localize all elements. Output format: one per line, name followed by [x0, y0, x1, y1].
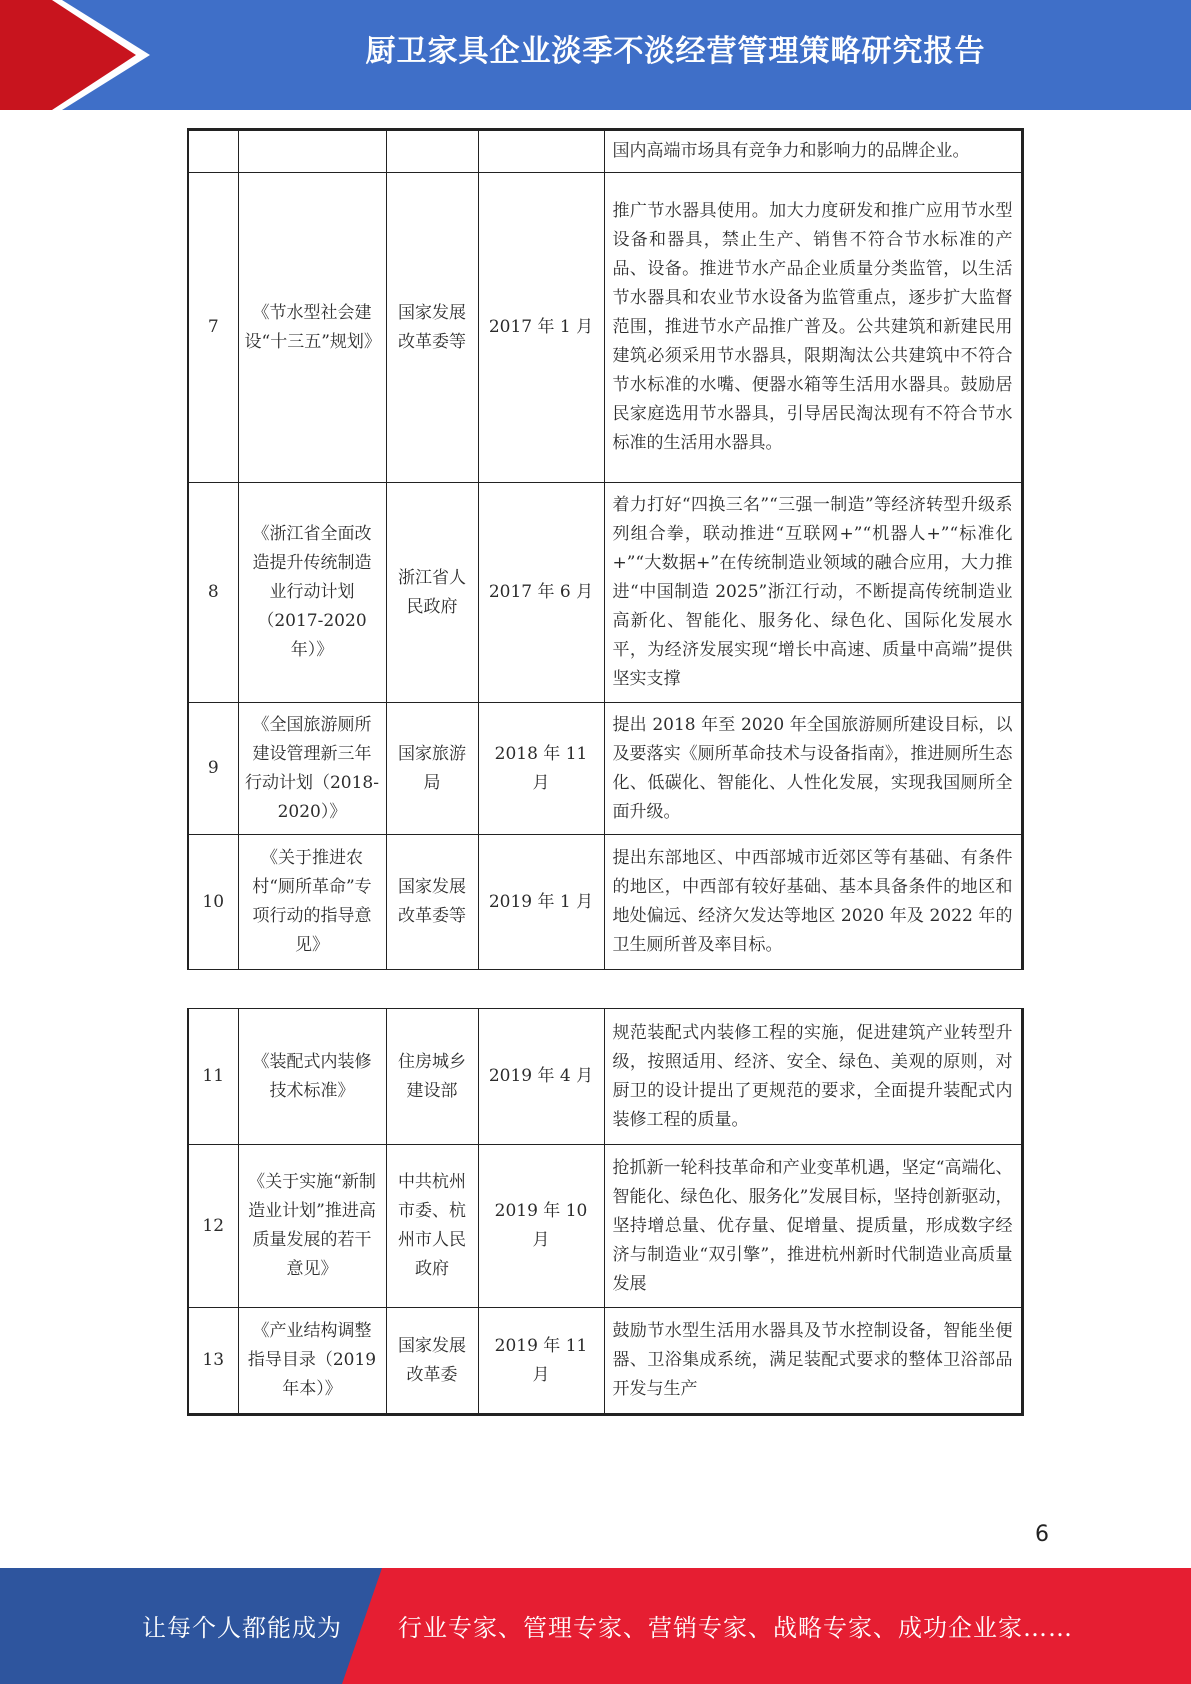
header-red-chevron: [0, 0, 150, 110]
policy-title: 《浙江省全面改造提升传统制造业行动计划（2017-2020 年）》: [238, 483, 386, 703]
row-number: 9: [188, 703, 238, 835]
row-number: 11: [188, 1009, 238, 1145]
row-number: [188, 130, 238, 173]
table-row: [188, 1009, 1022, 1145]
issuing-department: 国家发展改革委等: [386, 173, 478, 483]
issue-date: 2019 年 10 月: [478, 1145, 604, 1308]
issue-date: 2019 年 1 月: [478, 835, 604, 970]
policy-title: 《产业结构调整指导目录（2019 年本）》: [238, 1308, 386, 1415]
policy-title: 《全国旅游厕所建设管理新三年行动计划（2018-2020）》: [238, 703, 386, 835]
page-header: [0, 0, 1191, 110]
table-row: [188, 173, 1022, 483]
policy-title: [238, 130, 386, 173]
footer-slogan-right: 行业专家、管理专家、营销专家、战略专家、成功企业家……: [398, 1614, 1073, 1642]
policy-table-part-2: [187, 1008, 1024, 1416]
table-row: [188, 1308, 1022, 1415]
policy-title: 《关于实施“新制造业计划”推进高质量发展的若干意见》: [238, 1145, 386, 1308]
issue-date: 2017 年 6 月: [478, 483, 604, 703]
issue-date: 2018 年 11 月: [478, 703, 604, 835]
policy-title: 《关于推进农村“厕所革命”专项行动的指导意见》: [238, 835, 386, 970]
page-number: 6: [1035, 1522, 1049, 1547]
table-row: [188, 483, 1022, 703]
issuing-department: 中共杭州市委、杭州市人民政府: [386, 1145, 478, 1308]
policy-table-part-1: [187, 128, 1024, 970]
issuing-department: 国家发展改革委: [386, 1308, 478, 1415]
issue-date: [478, 130, 604, 173]
issue-date: 2017 年 1 月: [478, 173, 604, 483]
policy-description: 国内高端市场具有竞争力和影响力的品牌企业。: [604, 130, 1022, 173]
issue-date: 2019 年 4 月: [478, 1009, 604, 1145]
issue-date: 2019 年 11 月: [478, 1308, 604, 1415]
table-row: [188, 130, 1022, 173]
policy-description: 提出东部地区、中西部城市近郊区等有基础、有条件的地区，中西部有较好基础、基本具备条件的地区和地处偏远、经济欠发达等地区 2020 年及 2022 年的卫生厕所普及率目标。: [604, 835, 1022, 970]
report-title: 厨卫家具企业淡季不淡经营管理策略研究报告: [365, 34, 986, 69]
policy-description: 规范装配式内装修工程的实施，促进建筑产业转型升级，按照适用、经济、安全、绿色、美观的原则，对厨卫的设计提出了更规范的要求，全面提升装配式内装修工程的质量。: [604, 1009, 1022, 1145]
policy-title: 《节水型社会建设“十三五”规划》: [238, 173, 386, 483]
row-number: 12: [188, 1145, 238, 1308]
page-footer: [0, 1568, 1191, 1684]
row-number: 10: [188, 835, 238, 970]
issuing-department: 浙江省人民政府: [386, 483, 478, 703]
policy-description: 提出 2018 年至 2020 年全国旅游厕所建设目标，以及要落实《厕所革命技术与设备指南》，推进厕所生态化、低碳化、智能化、人性化发展，实现我国厕所全面升级。: [604, 703, 1022, 835]
table-row: [188, 703, 1022, 835]
issuing-department: [386, 130, 478, 173]
policy-description: 抢抓新一轮科技革命和产业变革机遇，坚定“高端化、智能化、绿色化、服务化”发展目标，坚持创新驱动，坚持增总量、优存量、促增量、提质量，形成数字经济与制造业“双引擎”，推进杭州新时代制造业高质量发展: [604, 1145, 1022, 1308]
table-row: [188, 835, 1022, 970]
issuing-department: 住房城乡建设部: [386, 1009, 478, 1145]
row-number: 7: [188, 173, 238, 483]
issuing-department: 国家旅游局: [386, 703, 478, 835]
row-number: 8: [188, 483, 238, 703]
issuing-department: 国家发展改革委等: [386, 835, 478, 970]
row-number: 13: [188, 1308, 238, 1415]
table-row: [188, 1145, 1022, 1308]
footer-slogan-left: 让每个人都能成为: [142, 1614, 342, 1642]
policy-description: 推广节水器具使用。加大力度研发和推广应用节水型设备和器具，禁止生产、销售不符合节水标准的产品、设备。推进节水产品企业质量分类监管，以生活节水器具和农业节水设备为监管重点，逐步扩大监督范围，推进节水产品推广普及。公共建筑和新建民用建筑必须采用节水器具，限期淘汰公共建筑中不符合节水标准的水嘴、便器水箱等生活用水器具。鼓励居民家庭选用节水器具，引导居民淘汰现有不符合节水标准的生活用水器具。: [604, 173, 1022, 483]
policy-description: 鼓励节水型生活用水器具及节水控制设备，智能坐便器、卫浴集成系统，满足装配式要求的整体卫浴部品开发与生产: [604, 1308, 1022, 1415]
policy-title: 《装配式内装修技术标准》: [238, 1009, 386, 1145]
policy-description: 着力打好“四换三名”“三强一制造”等经济转型升级系列组合拳，联动推进“互联网+”“机器人+”“标准化+”“大数据+”在传统制造业领域的融合应用，大力推进“中国制造 2025”浙江行动，不断提高传统制造业高新化、智能化、服务化、绿色化、国际化发展水平，为经济发展实现“增长中高速、质量中高端”提供坚实支撑: [604, 483, 1022, 703]
